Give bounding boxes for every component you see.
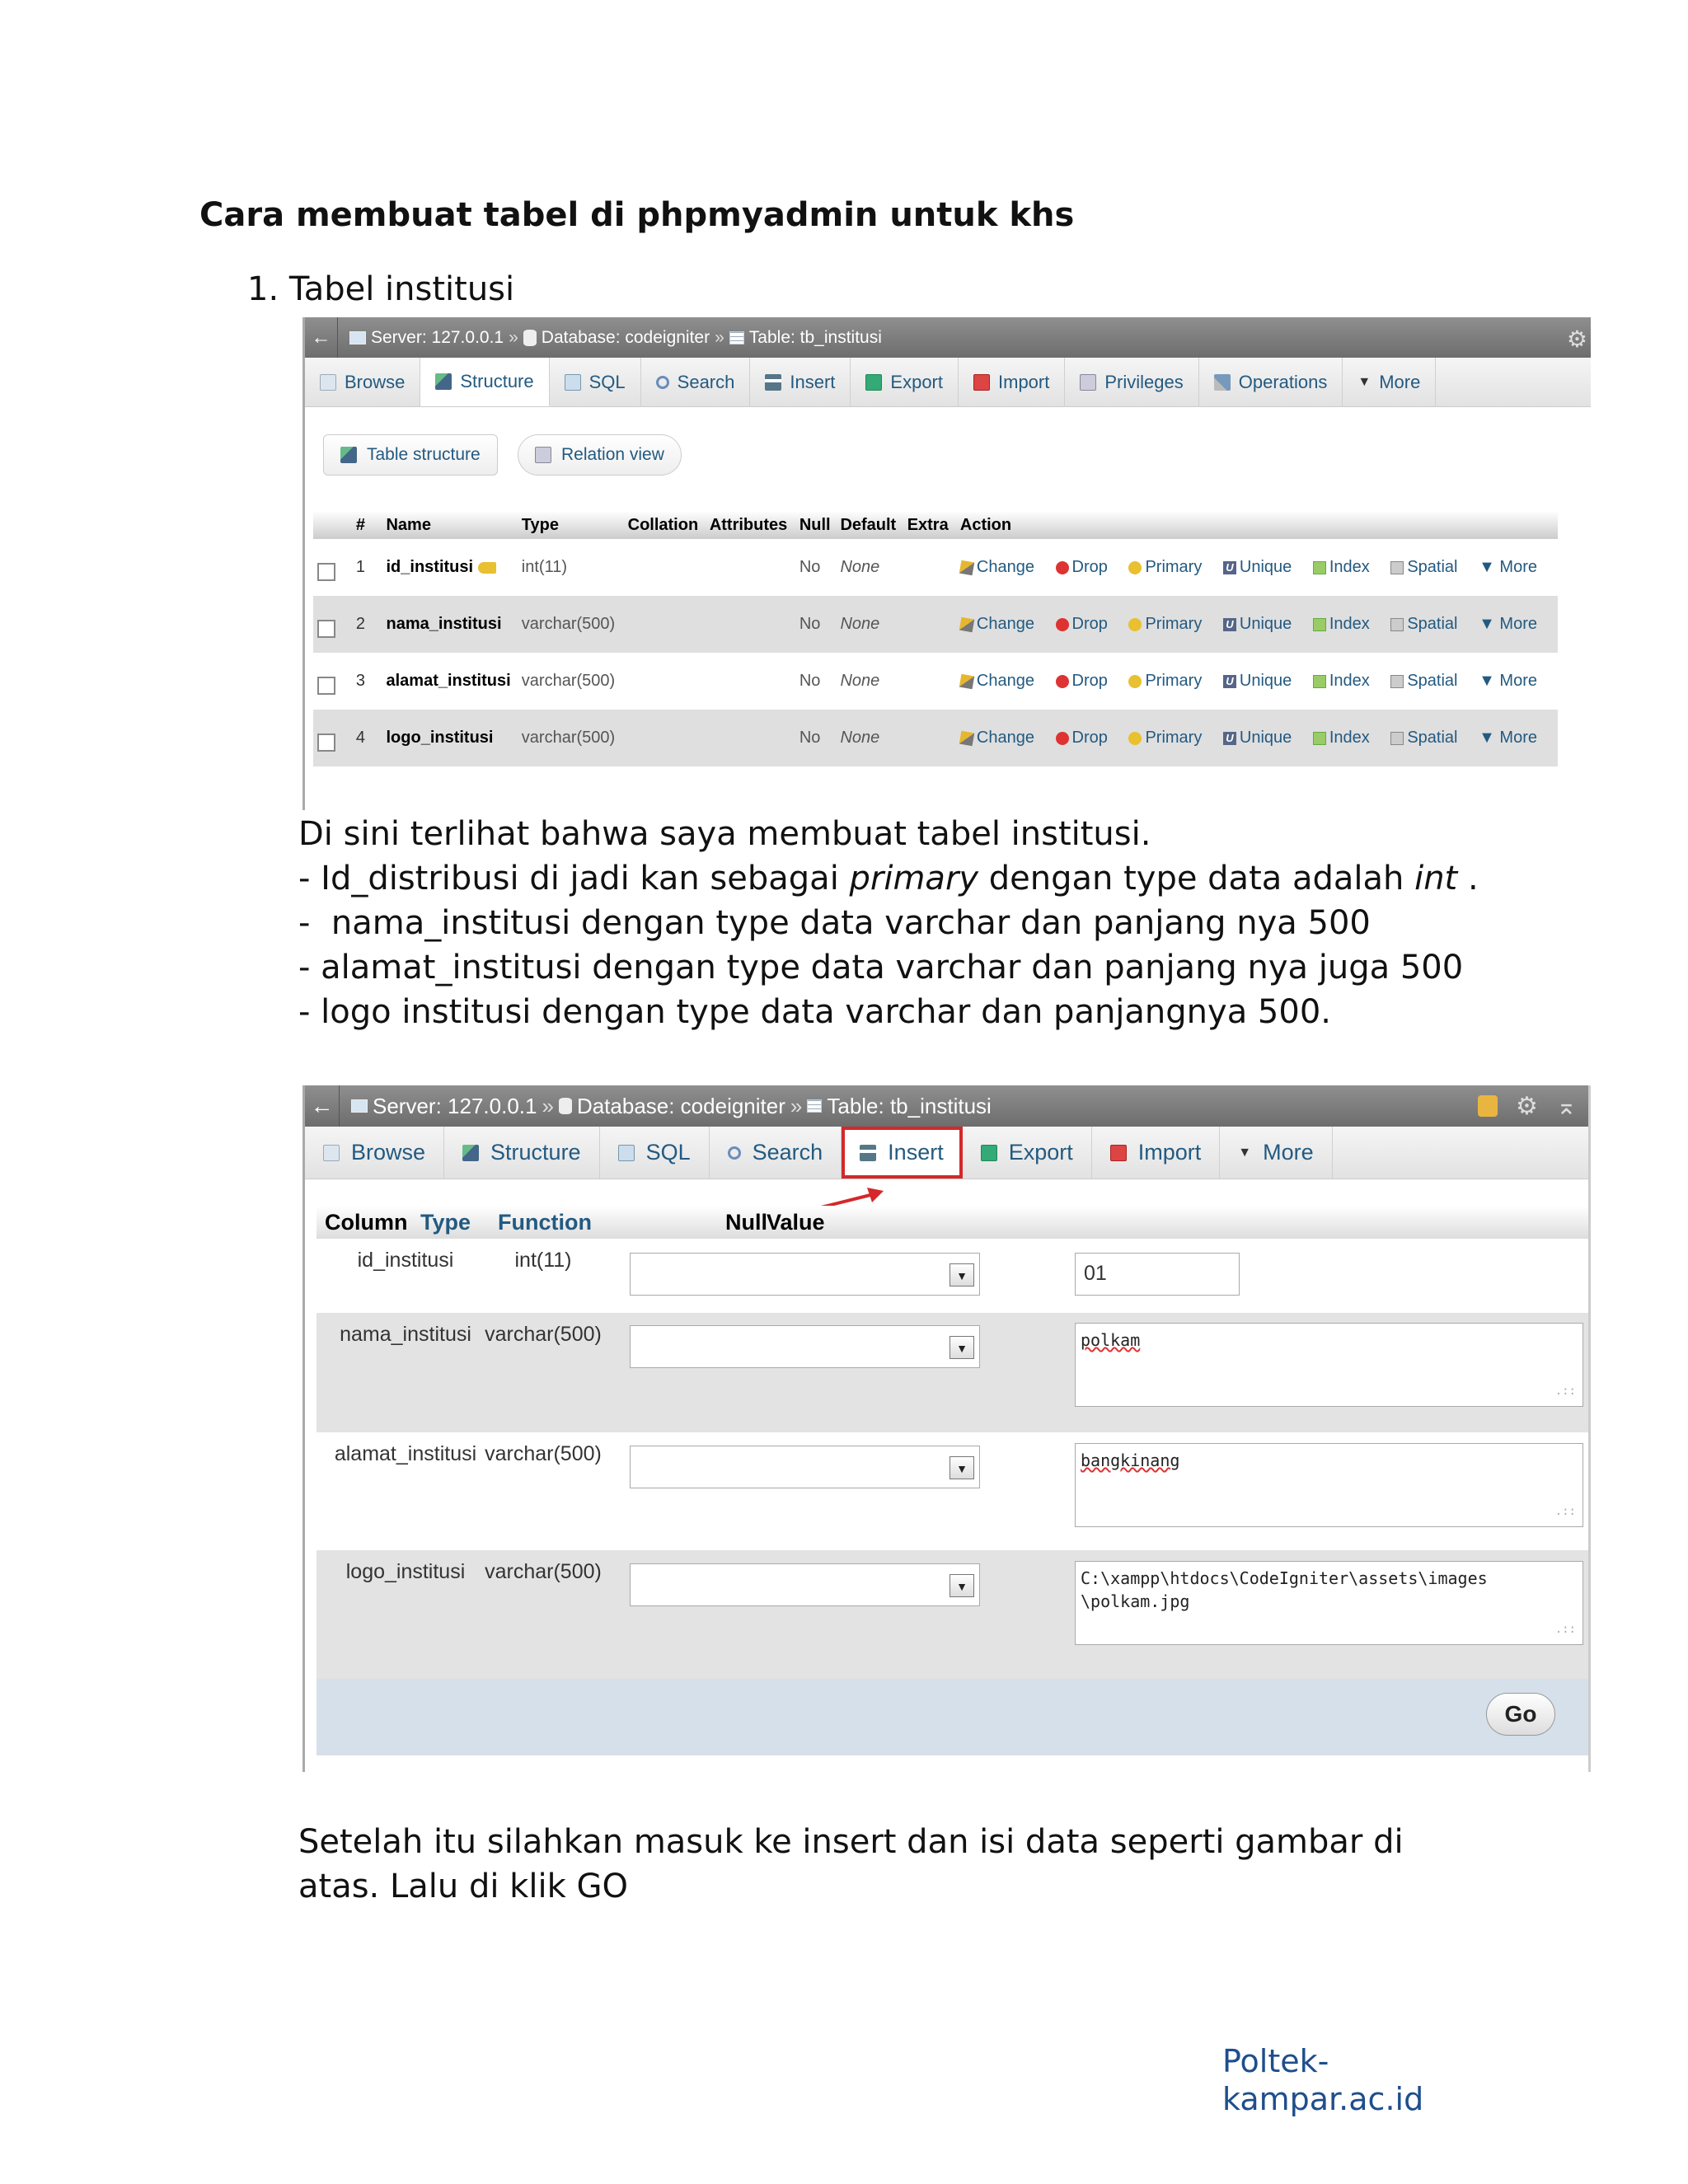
- row-checkbox[interactable]: [317, 733, 335, 752]
- structure-icon: [435, 373, 452, 390]
- tab-export[interactable]: [851, 358, 959, 406]
- footer-line: Poltek-: [1222, 2043, 1329, 2079]
- tab-operations[interactable]: [1199, 358, 1343, 406]
- drop-action[interactable]: [1056, 558, 1116, 576]
- breadcrumb-bar: [305, 317, 1591, 358]
- tab-label: Structure: [460, 371, 534, 391]
- field-type: varchar(500): [518, 596, 624, 653]
- pencil-icon: [959, 560, 975, 575]
- primary-action[interactable]: [1128, 729, 1210, 747]
- index-icon: [1313, 732, 1326, 745]
- form-row: [316, 1432, 1590, 1550]
- row-number: 3: [355, 672, 365, 690]
- insert-icon: [860, 1145, 876, 1161]
- breadcrumb-database[interactable]: Database: codeigniter: [541, 327, 710, 347]
- tab-import[interactable]: [1092, 1127, 1221, 1179]
- header-value: Value: [767, 1210, 825, 1235]
- action-label: Index: [1329, 729, 1370, 747]
- server-icon: [351, 1099, 368, 1113]
- footer-site: [1222, 2042, 1423, 2118]
- tab-label: Export: [890, 371, 943, 392]
- browse-icon: [323, 1145, 340, 1161]
- tab-bar: [305, 358, 1591, 407]
- action-label: Index: [1329, 558, 1370, 576]
- column-name: alamat_institusi: [334, 1442, 477, 1465]
- field-null: No: [795, 596, 837, 653]
- value-text: bangkinang: [1081, 1451, 1180, 1470]
- more-action[interactable]: ▼ More: [1479, 729, 1537, 747]
- explanation-paragraph: [298, 812, 1479, 1034]
- tab-export[interactable]: [963, 1127, 1092, 1179]
- database-icon: [559, 1098, 572, 1114]
- field-name: id_institusi: [386, 558, 474, 576]
- index-action[interactable]: [1313, 558, 1378, 576]
- paragraph-line: [298, 856, 1479, 901]
- index-icon: [1313, 618, 1326, 631]
- tab-label: Operations: [1238, 371, 1328, 392]
- action-label: More: [1499, 729, 1537, 747]
- col-header-action: Action: [956, 511, 1558, 539]
- column-name: logo_institusi: [345, 1560, 466, 1583]
- export-icon: [981, 1145, 997, 1161]
- value-input[interactable]: 01: [1075, 1253, 1240, 1296]
- tab-insert[interactable]: [750, 358, 851, 406]
- action-label: Primary: [1145, 558, 1203, 576]
- table-icon: [807, 1099, 822, 1113]
- value-textarea[interactable]: [1075, 1561, 1583, 1645]
- field-null: No: [799, 672, 821, 690]
- pencil-icon: [959, 616, 975, 632]
- action-label: Spatial: [1407, 729, 1458, 747]
- action-label: Unique: [1239, 558, 1292, 576]
- function-select[interactable]: [630, 1446, 980, 1488]
- breadcrumb-bar: [305, 1085, 1588, 1127]
- tab-browse[interactable]: [305, 358, 420, 406]
- value-textarea[interactable]: [1075, 1443, 1583, 1527]
- chevron-down-icon: ▼: [950, 1336, 974, 1359]
- header-null: Null: [725, 1210, 767, 1235]
- value-text-line: C:\xampp\htdocs\CodeIgniter\assets\images: [1081, 1568, 1488, 1588]
- breadcrumb: [351, 1094, 992, 1119]
- field-type: varchar(500): [518, 710, 624, 766]
- primary-action[interactable]: [1128, 558, 1210, 576]
- action-label: Primary: [1145, 615, 1203, 633]
- field-null: No: [799, 558, 821, 576]
- tab-label: Browse: [351, 1140, 426, 1165]
- field-null: No: [795, 710, 837, 766]
- row-number: 4: [352, 710, 382, 766]
- col-header-checkbox: [313, 511, 352, 539]
- spatial-action[interactable]: [1390, 672, 1465, 690]
- export-icon: [865, 374, 882, 391]
- section-heading: 1. Tabel institusi: [247, 270, 515, 308]
- gear-icon[interactable]: ⚙: [1566, 326, 1587, 352]
- breadcrumb: [349, 328, 882, 348]
- key-icon: [1128, 675, 1142, 688]
- key-icon: [1128, 561, 1142, 574]
- header-column: Column: [325, 1210, 408, 1235]
- back-arrow-icon[interactable]: ←: [305, 317, 338, 358]
- row-number: 1: [355, 558, 365, 576]
- breadcrumb-table[interactable]: Table: tb_institusi: [748, 327, 882, 347]
- row-checkbox[interactable]: [317, 620, 335, 638]
- tab-bar: [305, 1127, 1589, 1179]
- drop-icon: [1056, 732, 1069, 745]
- change-action[interactable]: [960, 615, 1043, 633]
- sql-icon: [618, 1145, 635, 1161]
- action-label: Unique: [1239, 615, 1292, 633]
- row-number: 2: [352, 596, 382, 653]
- function-select[interactable]: [630, 1563, 980, 1606]
- col-header-default[interactable]: Default: [836, 511, 903, 539]
- tab-label: More: [1263, 1140, 1314, 1165]
- chevron-down-icon: ▼: [1357, 374, 1372, 389]
- breadcrumb-separator: »: [715, 327, 724, 347]
- action-label: Index: [1329, 615, 1370, 633]
- col-header-type[interactable]: Type: [518, 511, 624, 539]
- col-header-extra[interactable]: Extra: [903, 511, 956, 539]
- form-footer: [316, 1679, 1590, 1755]
- more-action[interactable]: ▼ More: [1479, 558, 1537, 576]
- action-label: Drop: [1071, 558, 1108, 576]
- unique-action[interactable]: [1223, 558, 1300, 576]
- drop-icon: [1056, 675, 1069, 688]
- column-type: varchar(500): [485, 1560, 602, 1583]
- table-row: [313, 596, 1558, 653]
- search-icon: [728, 1146, 741, 1160]
- field-type: varchar(500): [521, 672, 616, 690]
- spatial-icon: [1390, 732, 1404, 745]
- tab-more[interactable]: [1220, 1127, 1332, 1179]
- primary-action[interactable]: [1128, 672, 1210, 690]
- text-run-italic: int: [1414, 860, 1458, 898]
- tab-label: Import: [998, 371, 1050, 392]
- field-default: None: [840, 558, 880, 576]
- function-select[interactable]: [630, 1253, 980, 1296]
- spatial-icon: [1390, 561, 1404, 574]
- col-header-attributes[interactable]: Attributes: [706, 511, 795, 539]
- unique-icon: U: [1223, 675, 1236, 688]
- unique-icon: U: [1223, 561, 1236, 574]
- index-icon: [1313, 675, 1326, 688]
- tab-label: SQL: [645, 1140, 691, 1165]
- col-header-name[interactable]: Name: [382, 511, 517, 539]
- tab-label: Search: [677, 371, 735, 392]
- unique-action[interactable]: [1223, 615, 1300, 633]
- text-run-italic: primary: [849, 860, 979, 898]
- row-actions: [956, 710, 1558, 766]
- action-label: Spatial: [1407, 615, 1458, 633]
- chevron-down-icon: ▼: [950, 1263, 974, 1286]
- column-type: varchar(500): [485, 1442, 602, 1465]
- spatial-icon: [1390, 675, 1404, 688]
- tab-label: SQL: [588, 371, 626, 392]
- tab-more[interactable]: [1343, 358, 1436, 406]
- paragraph-line: Di sini terlihat bahwa saya membuat tabel institusi.: [298, 815, 1151, 853]
- back-arrow-icon[interactable]: ←: [305, 1085, 340, 1127]
- gear-icon[interactable]: ⚙: [1515, 1093, 1538, 1120]
- action-label: Change: [976, 729, 1034, 747]
- spatial-icon: [1390, 618, 1404, 631]
- index-action[interactable]: [1313, 729, 1378, 747]
- spatial-action[interactable]: [1390, 615, 1465, 633]
- row-actions: [956, 653, 1558, 710]
- action-label: Drop: [1071, 729, 1108, 747]
- change-action[interactable]: [960, 729, 1043, 747]
- table-row: [313, 539, 1558, 596]
- field-name: alamat_institusi: [386, 672, 511, 690]
- form-row: [316, 1550, 1590, 1679]
- key-icon: [1128, 732, 1142, 745]
- action-label: Index: [1329, 672, 1370, 690]
- index-icon: [1313, 561, 1326, 574]
- table-row: [313, 710, 1558, 766]
- breadcrumb-server[interactable]: Server: 127.0.0.1: [373, 1093, 537, 1118]
- tab-search[interactable]: [710, 1127, 842, 1179]
- tab-search[interactable]: [641, 358, 751, 406]
- action-label: Spatial: [1407, 558, 1458, 576]
- action-label: Primary: [1145, 729, 1203, 747]
- tab-label: Search: [752, 1140, 823, 1165]
- value-text-line: \polkam.jpg: [1081, 1591, 1190, 1611]
- action-label: Change: [976, 672, 1034, 690]
- unique-icon: U: [1223, 618, 1236, 631]
- field-default: None: [840, 672, 880, 690]
- value-textarea[interactable]: [1075, 1323, 1583, 1407]
- col-header-null[interactable]: Null: [795, 511, 837, 539]
- tab-insert[interactable]: [842, 1127, 963, 1179]
- paragraph-line: - logo institusi dengan type data varchar dan panjangnya 500.: [298, 993, 1331, 1031]
- tab-browse[interactable]: [305, 1127, 444, 1179]
- action-label: Change: [976, 558, 1034, 576]
- paragraph-line: atas. Lalu di klik GO: [298, 1868, 628, 1905]
- import-icon: [1110, 1145, 1127, 1161]
- instruction-paragraph: [298, 1820, 1404, 1909]
- function-select[interactable]: [630, 1325, 980, 1368]
- index-action[interactable]: [1313, 615, 1378, 633]
- import-icon: [973, 374, 990, 391]
- resize-handle-icon[interactable]: .::: [1554, 1385, 1576, 1398]
- subtab-label: Table structure: [367, 445, 481, 464]
- field-default: None: [836, 596, 903, 653]
- form-row: [316, 1313, 1590, 1432]
- key-icon: [1128, 618, 1142, 631]
- spatial-action[interactable]: [1390, 558, 1465, 576]
- drop-action[interactable]: [1056, 672, 1116, 690]
- text-run: - Id_distribusi di jadi kan sebagai: [298, 860, 850, 898]
- row-actions: [956, 539, 1558, 596]
- header-type[interactable]: Type: [420, 1210, 471, 1235]
- action-label: Unique: [1239, 672, 1292, 690]
- change-action[interactable]: [960, 672, 1043, 690]
- primary-action[interactable]: [1128, 615, 1210, 633]
- column-type: int(11): [514, 1249, 572, 1272]
- footer-line: kampar.ac.id: [1222, 2081, 1424, 2117]
- pencil-icon: [959, 673, 975, 689]
- breadcrumb-database[interactable]: Database: codeigniter: [576, 1093, 785, 1118]
- tab-label: Browse: [345, 371, 406, 392]
- unique-icon: U: [1223, 732, 1236, 745]
- row-checkbox[interactable]: [317, 563, 335, 581]
- chevron-down-icon: ▼: [950, 1456, 974, 1479]
- paragraph-line: - alamat_institusi dengan type data varchar dan panjang nya juga 500: [298, 949, 1464, 987]
- col-header-collation[interactable]: Collation: [624, 511, 706, 539]
- subtab-relation-view[interactable]: [518, 434, 682, 476]
- table-row: [313, 653, 1558, 710]
- col-header-num: #: [352, 511, 382, 539]
- breadcrumb-separator: »: [790, 1093, 803, 1118]
- resize-handle-icon[interactable]: .::: [1554, 1623, 1576, 1636]
- action-label: Spatial: [1407, 672, 1458, 690]
- table-icon: [729, 331, 744, 344]
- sql-icon: [565, 374, 581, 391]
- tab-import[interactable]: [959, 358, 1065, 406]
- action-label: Unique: [1239, 729, 1292, 747]
- more-action[interactable]: ▼ More: [1479, 615, 1537, 633]
- structure-table: [313, 511, 1558, 766]
- more-action[interactable]: ▼ More: [1479, 672, 1537, 690]
- field-name: nama_institusi: [386, 615, 502, 633]
- subtab-table-structure[interactable]: [323, 434, 498, 476]
- pencil-icon: [959, 730, 975, 746]
- tab-label: Insert: [790, 371, 836, 392]
- unique-action[interactable]: [1223, 672, 1300, 690]
- search-icon: [656, 376, 669, 389]
- database-icon: [523, 330, 537, 346]
- drop-icon: [1056, 618, 1069, 631]
- text-run: .: [1457, 860, 1479, 898]
- tab-label: Export: [1008, 1140, 1073, 1165]
- collapse-icon[interactable]: ⌅: [1555, 1093, 1577, 1120]
- drop-icon: [1056, 561, 1069, 574]
- breadcrumb-server[interactable]: Server: 127.0.0.1: [371, 327, 504, 347]
- field-default: None: [836, 710, 903, 766]
- field-name: logo_institusi: [386, 729, 494, 747]
- structure-icon: [340, 447, 357, 463]
- privileges-icon: [1080, 374, 1096, 391]
- tab-sql[interactable]: [600, 1127, 710, 1179]
- row-actions: [956, 596, 1558, 653]
- insert-form-header: [316, 1206, 1590, 1239]
- browse-icon: [320, 374, 336, 391]
- header-function[interactable]: Function: [498, 1210, 592, 1235]
- drop-action[interactable]: [1056, 615, 1116, 633]
- tab-label: More: [1379, 371, 1421, 392]
- action-label: More: [1499, 672, 1537, 690]
- primary-key-icon: [478, 562, 496, 574]
- breadcrumb-separator: »: [542, 1093, 554, 1118]
- go-button[interactable]: Go: [1486, 1693, 1555, 1736]
- tab-structure[interactable]: [420, 358, 549, 406]
- text-run: dengan type data adalah: [978, 860, 1415, 898]
- row-checkbox[interactable]: [317, 677, 335, 695]
- tab-sql[interactable]: [550, 358, 641, 406]
- paragraph-line: - nama_institusi dengan type data varchar dan panjang nya 500: [298, 904, 1371, 942]
- action-label: Change: [976, 615, 1034, 633]
- unique-action[interactable]: [1223, 729, 1300, 747]
- action-label: Primary: [1145, 672, 1203, 690]
- operations-icon: [1214, 374, 1231, 391]
- value-text: polkam: [1081, 1330, 1141, 1350]
- form-row: [316, 1239, 1590, 1313]
- tab-label: Privileges: [1104, 371, 1184, 392]
- breadcrumb-separator: »: [509, 327, 518, 347]
- lock-icon[interactable]: [1478, 1095, 1498, 1117]
- relation-icon: [535, 447, 551, 463]
- window-controls: [1478, 1092, 1577, 1121]
- server-icon: [349, 331, 366, 344]
- tab-structure[interactable]: [444, 1127, 600, 1179]
- column-name: id_institusi: [357, 1249, 454, 1272]
- spatial-action[interactable]: [1390, 729, 1465, 747]
- action-label: Drop: [1071, 672, 1108, 690]
- structure-icon: [462, 1145, 479, 1161]
- document-title: Cara membuat tabel di phpmyadmin untuk khs: [199, 196, 1075, 234]
- drop-action[interactable]: [1056, 729, 1116, 747]
- resize-handle-icon[interactable]: .::: [1554, 1505, 1576, 1518]
- chevron-down-icon: ▼: [1238, 1145, 1252, 1160]
- tab-label: Import: [1137, 1140, 1202, 1165]
- chevron-down-icon: ▼: [950, 1574, 974, 1597]
- structure-screenshot: [302, 317, 1591, 810]
- field-type: int(11): [521, 558, 568, 576]
- tab-privileges[interactable]: [1065, 358, 1198, 406]
- tab-label: Structure: [490, 1140, 581, 1165]
- insert-screenshot: [302, 1085, 1591, 1772]
- tab-label: Insert: [888, 1140, 944, 1165]
- action-label: More: [1499, 615, 1537, 633]
- action-label: More: [1499, 558, 1537, 576]
- column-name: nama_institusi: [340, 1323, 471, 1346]
- column-type: varchar(500): [485, 1323, 602, 1346]
- index-action[interactable]: [1313, 672, 1378, 690]
- paragraph-line: Setelah itu silahkan masuk ke insert dan isi data seperti gambar di: [298, 1823, 1404, 1861]
- breadcrumb-table[interactable]: Table: tb_institusi: [827, 1093, 992, 1118]
- change-action[interactable]: [960, 558, 1043, 576]
- subtab-label: Relation view: [561, 445, 664, 464]
- insert-icon: [765, 374, 781, 391]
- action-label: Drop: [1071, 615, 1108, 633]
